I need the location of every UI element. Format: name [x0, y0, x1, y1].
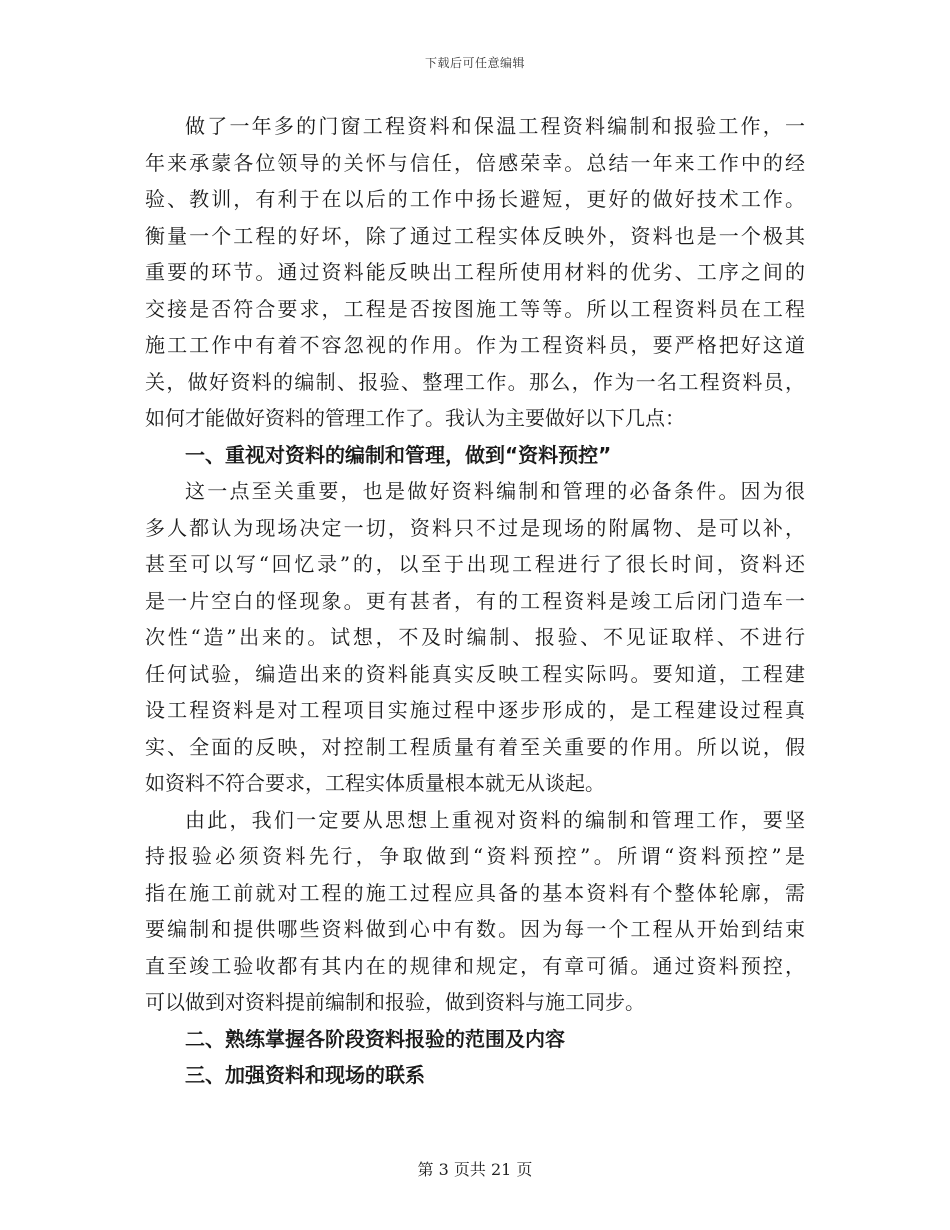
- text-line: 要编制和提供哪些资料做到心中有数。因为每一个工程从开始到结束: [145, 917, 805, 941]
- text-line: 做了一年多的门窗工程资料和保温工程资料编制和报验工作，一: [185, 114, 805, 138]
- text-line: 次性“造”出来的。试想，不及时编制、报验、不见证取样、不进行: [145, 625, 805, 649]
- text-line: 这一点至关重要，也是做好资料编制和管理的必备条件。因为很: [185, 479, 805, 503]
- text-line: 指在施工前就对工程的施工过程应具备的基本资料有个整体轮廓，需: [145, 880, 805, 905]
- paragraph-intro: [145, 108, 805, 437]
- text-line: 关，做好资料的编制、报验、整理工作。那么，作为一名工程资料员，: [145, 369, 805, 394]
- text-line: 年来承蒙各位领导的关怀与信任，倍感荣幸。总结一年来工作中的经: [145, 150, 805, 175]
- text-line: 持报验必须资料先行，争取做到“资料预控”。所谓“资料预控”是: [145, 844, 805, 868]
- page-header: 下载后可任意编辑: [424, 56, 525, 70]
- text-line: 施工工作中有着不容忽视的作用。作为工程资料员，要严格把好这道: [145, 333, 805, 357]
- text-line: 实、全面的反映，对控制工程质量有着至关重要的作用。所以说，假: [145, 734, 805, 759]
- text-line: 任何试验，编造出来的资料能真实反映工程实际吗。要知道，工程建: [145, 661, 805, 686]
- text-line: 可以做到对资料提前编制和报验，做到资料与施工同步。: [145, 990, 645, 1014]
- text-line: 交接是否符合要求，工程是否按图施工等等。所以工程资料员在工程: [145, 296, 805, 321]
- section-heading-1: 一、重视对资料的编制和管理，做到“资料预控”: [185, 442, 612, 467]
- text-line: 是一片空白的怪现象。更有甚者，有的工程资料是竣工后闭门造车一: [145, 588, 805, 613]
- text-line: 如资料不符合要求，工程实体质量根本就无从谈起。: [145, 771, 605, 795]
- paragraph-section-1b: [145, 802, 805, 1021]
- text-line: 甚至可以写“回忆录”的，以至于出现工程进行了很长时间，资料还: [145, 552, 805, 576]
- text-line: 多人都认为现场决定一切，资料只不过是现场的附属物、是可以补，: [145, 515, 805, 540]
- page-footer: 第 3 页共 21 页: [417, 1160, 533, 1179]
- section-heading-2: 二、熟练掌握各阶段资料报验的范围及内容: [185, 1026, 565, 1051]
- text-line: 衡量一个工程的好坏，除了通过工程实体反映外，资料也是一个极其: [145, 223, 805, 248]
- text-line: 如何才能做好资料的管理工作了。我认为主要做好以下几点：: [145, 406, 685, 430]
- paragraph-section-1a: [145, 473, 805, 802]
- text-line: 直至竣工验收都有其内在的规律和规定，有章可循。通过资料预控，: [145, 953, 805, 978]
- document-body: [145, 108, 805, 1094]
- text-line: 由此，我们一定要从思想上重视对资料的编制和管理工作，要坚: [185, 807, 805, 832]
- text-line: 重要的环节。通过资料能反映出工程所使用材料的优劣、工序之间的: [145, 260, 805, 284]
- text-line: 验、教训，有利于在以后的工作中扬长避短，更好的做好技术工作。: [145, 187, 805, 211]
- section-heading-3: 三、加强资料和现场的联系: [185, 1063, 425, 1087]
- text-line: 设工程资料是对工程项目实施过程中逐步形成的，是工程建设过程真: [145, 698, 805, 722]
